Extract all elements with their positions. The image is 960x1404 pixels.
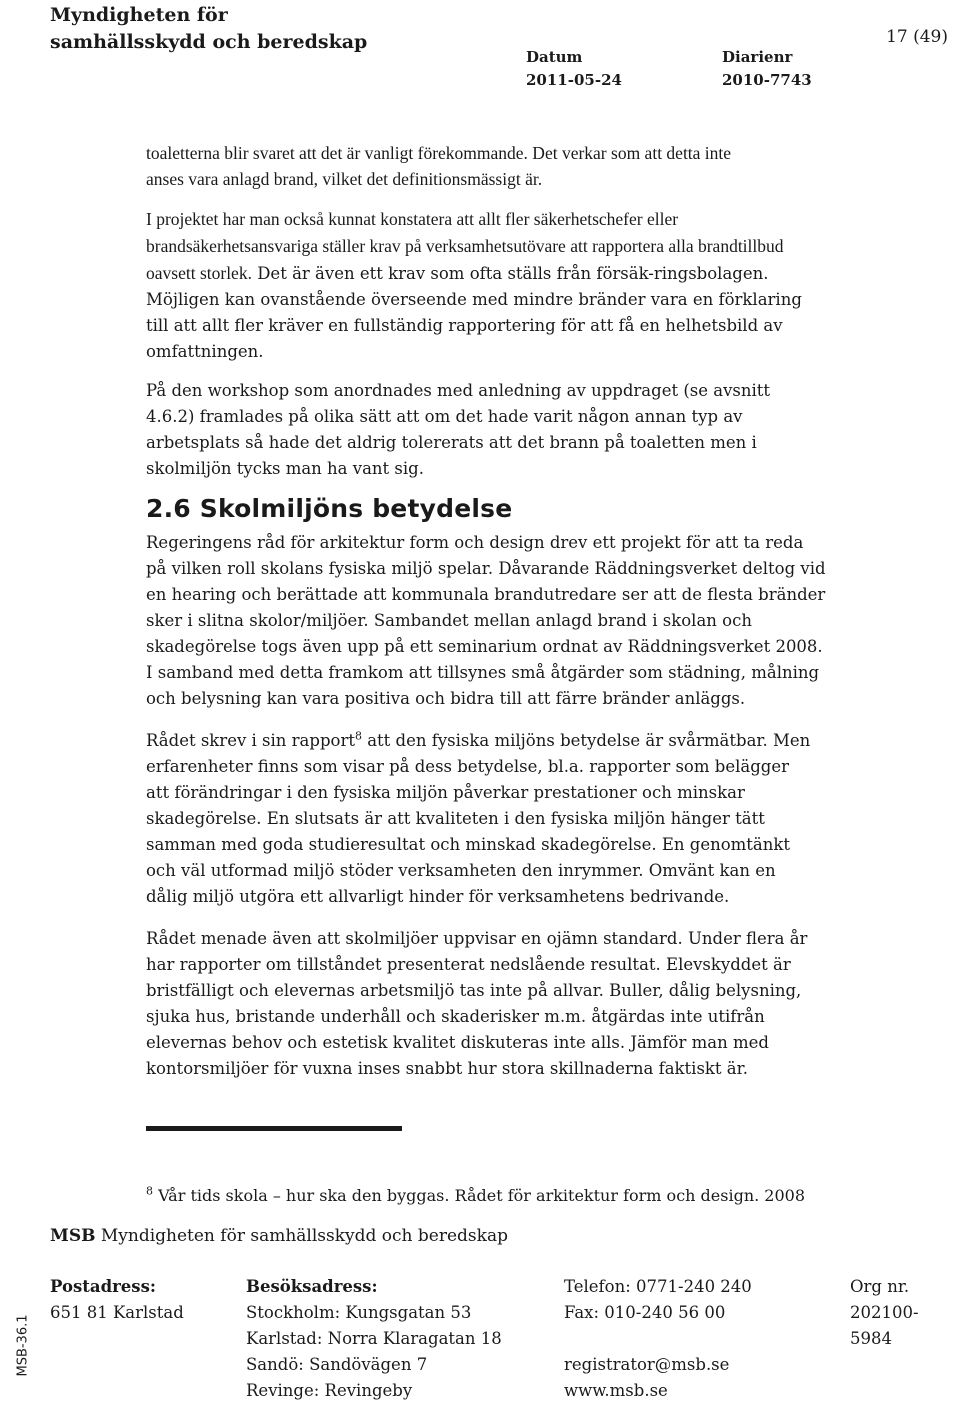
email-link[interactable]: registrator@msb.se (564, 1355, 730, 1374)
section-heading: 2.6 Skolmiljöns betydelse (146, 494, 513, 523)
besoksadress-label: Besöksadress: (246, 1277, 378, 1296)
paragraph-3: På den workshop som anordnades med anledning av uppdraget (se avsnitt 4.6.2) framlades på olika sätt att om det hade varit någon annan typ av arbetsplats så hade det aldrig tolererats att det brann på toaletten men i skolmiljön tycks man ha vant sig. (146, 381, 771, 478)
diarienr-label: Diarienr (722, 48, 793, 66)
paragraph-6: Rådet menade även att skolmiljöer uppvisar en ojämn standard. Under flera år har rapporter om tillståndet presenterat nedslående resultat. Elevskyddet är bristfälligt och elevernas arbetsmiljö tas inte på allvar. Buller, dålig belysning, sjuka hus, bristande underhåll och skaderisker m.m. åtgärdas inte utifrån elevernas behov och estetisk kvalitet diskuteras inte alls. Jämför man med kontorsmiljöer för vuxna inses snabbt hur stora skillnaderna faktiskt är. (146, 929, 808, 1078)
footnote-separator (146, 1126, 402, 1131)
org-line-1: Myndigheten för (50, 4, 228, 26)
paragraph-2 (146, 206, 811, 365)
besoksadress-line: Stockholm: Kungsgatan 53 (246, 1303, 472, 1322)
besoksadress-line: Karlstad: Norra Klaragatan 18 (246, 1329, 502, 1348)
document-code: MSB-36.1 (15, 1314, 31, 1377)
footer-besoksadress (246, 1274, 502, 1404)
msb-footer-title (50, 1226, 508, 1246)
besoksadress-line: Revinge: Revingeby (246, 1381, 413, 1400)
paragraph-5-start: Rådet skrev i sin rapport (146, 731, 355, 750)
page-number: 17 (49) (886, 27, 948, 47)
paragraph-1: toaletterna blir svaret att det är vanligt förekommande. Det verkar som att detta inte anses vara anlagd brand, vilket det definitionsmässigt är. (146, 143, 732, 189)
paragraph-4: Regeringens råd för arkitektur form och design drev ett projekt för att ta reda på vilken roll skolans fysiska miljö spelar. Dåvarande Räddningsverket deltog vid en hearing och berättade att kommunala brandutredare ser att de flesta bränder sker i slitna skolor/miljöer. Sambandet mellan anlagd brand i skolan och skadegörelse togs även upp på ett seminarium ordnat av Räddningsverket 2008. I samband med detta framkom att tillsynes små åtgärder som städning, målning och belysning kan vara positiva och bidra till att färre bränder anläggs. (146, 533, 826, 708)
besoksadress-line: Sandö: Sandövägen 7 (246, 1355, 428, 1374)
fax: Fax: 010-240 56 00 (564, 1303, 726, 1322)
orgnr-value-1: 202100- (850, 1303, 919, 1322)
website-link[interactable]: www.msb.se (564, 1381, 668, 1400)
organization-name (50, 2, 367, 56)
footer-orgnr (850, 1274, 919, 1352)
paragraph-5-rest: att den fysiska miljöns betydelse är svårmätbar. Men erfarenheter finns som visar på dess betydelse, bl.a. rapporter som belägger att förändringar i den fysiska miljön påverkar prestationer och minskar skadegörelse. En slutsats är att kvaliteten i den fysiska miljön hänger tätt samman med goda studieresultat och minskad skadegörelse. En genomtänkt och väl utformad miljö stöder verksamheten den inrymmer. Omvänt kan en dålig miljö utgöra ett allvarligt hinder för verksamhetens bedrivande. (146, 731, 811, 906)
footnote-ref[interactable]: 8 (354, 729, 362, 743)
paragraph-2-part-a: I projektet har man också kunnat konstatera att allt fler säkerhetschefer eller brandsäkerhetsansvariga ställer krav på verksamhetsutövare att rapportera alla brandtillbud oavsett storlek. (146, 209, 784, 283)
orgnr-label: Org nr. (850, 1277, 910, 1296)
paragraph-2-part-b: Det är även ett krav som ofta ställs från försäk-ringsbolagen. Möjligen kan ovanstående överseende med mindre bränder vara en förklaring till att allt fler kräver en fullständig rapportering för att få en helhetsbild av omfattningen. (146, 264, 802, 361)
postadress-value: 651 81 Karlstad (50, 1303, 184, 1322)
org-line-2: samhällsskydd och beredskap (50, 31, 368, 53)
paragraph-5 (146, 728, 811, 910)
footnote (146, 1186, 805, 1205)
footnote-number: 8 (146, 1184, 153, 1198)
msb-full-name: Myndigheten för samhällsskydd och beredskap (95, 1226, 508, 1246)
diarienr-value: 2010-7743 (722, 71, 812, 89)
date-label: Datum (526, 48, 583, 66)
orgnr-value-2: 5984 (850, 1329, 892, 1348)
footer-contact (564, 1274, 752, 1404)
postadress-label: Postadress: (50, 1277, 156, 1296)
telefon: Telefon: 0771-240 240 (564, 1277, 752, 1296)
footer-postadress (50, 1274, 184, 1326)
date-value: 2011-05-24 (526, 71, 622, 89)
msb-abbr: MSB (50, 1226, 96, 1246)
footnote-text: Vår tids skola – hur ska den byggas. Rådet för arkitektur form och design. 2008 (153, 1186, 806, 1205)
